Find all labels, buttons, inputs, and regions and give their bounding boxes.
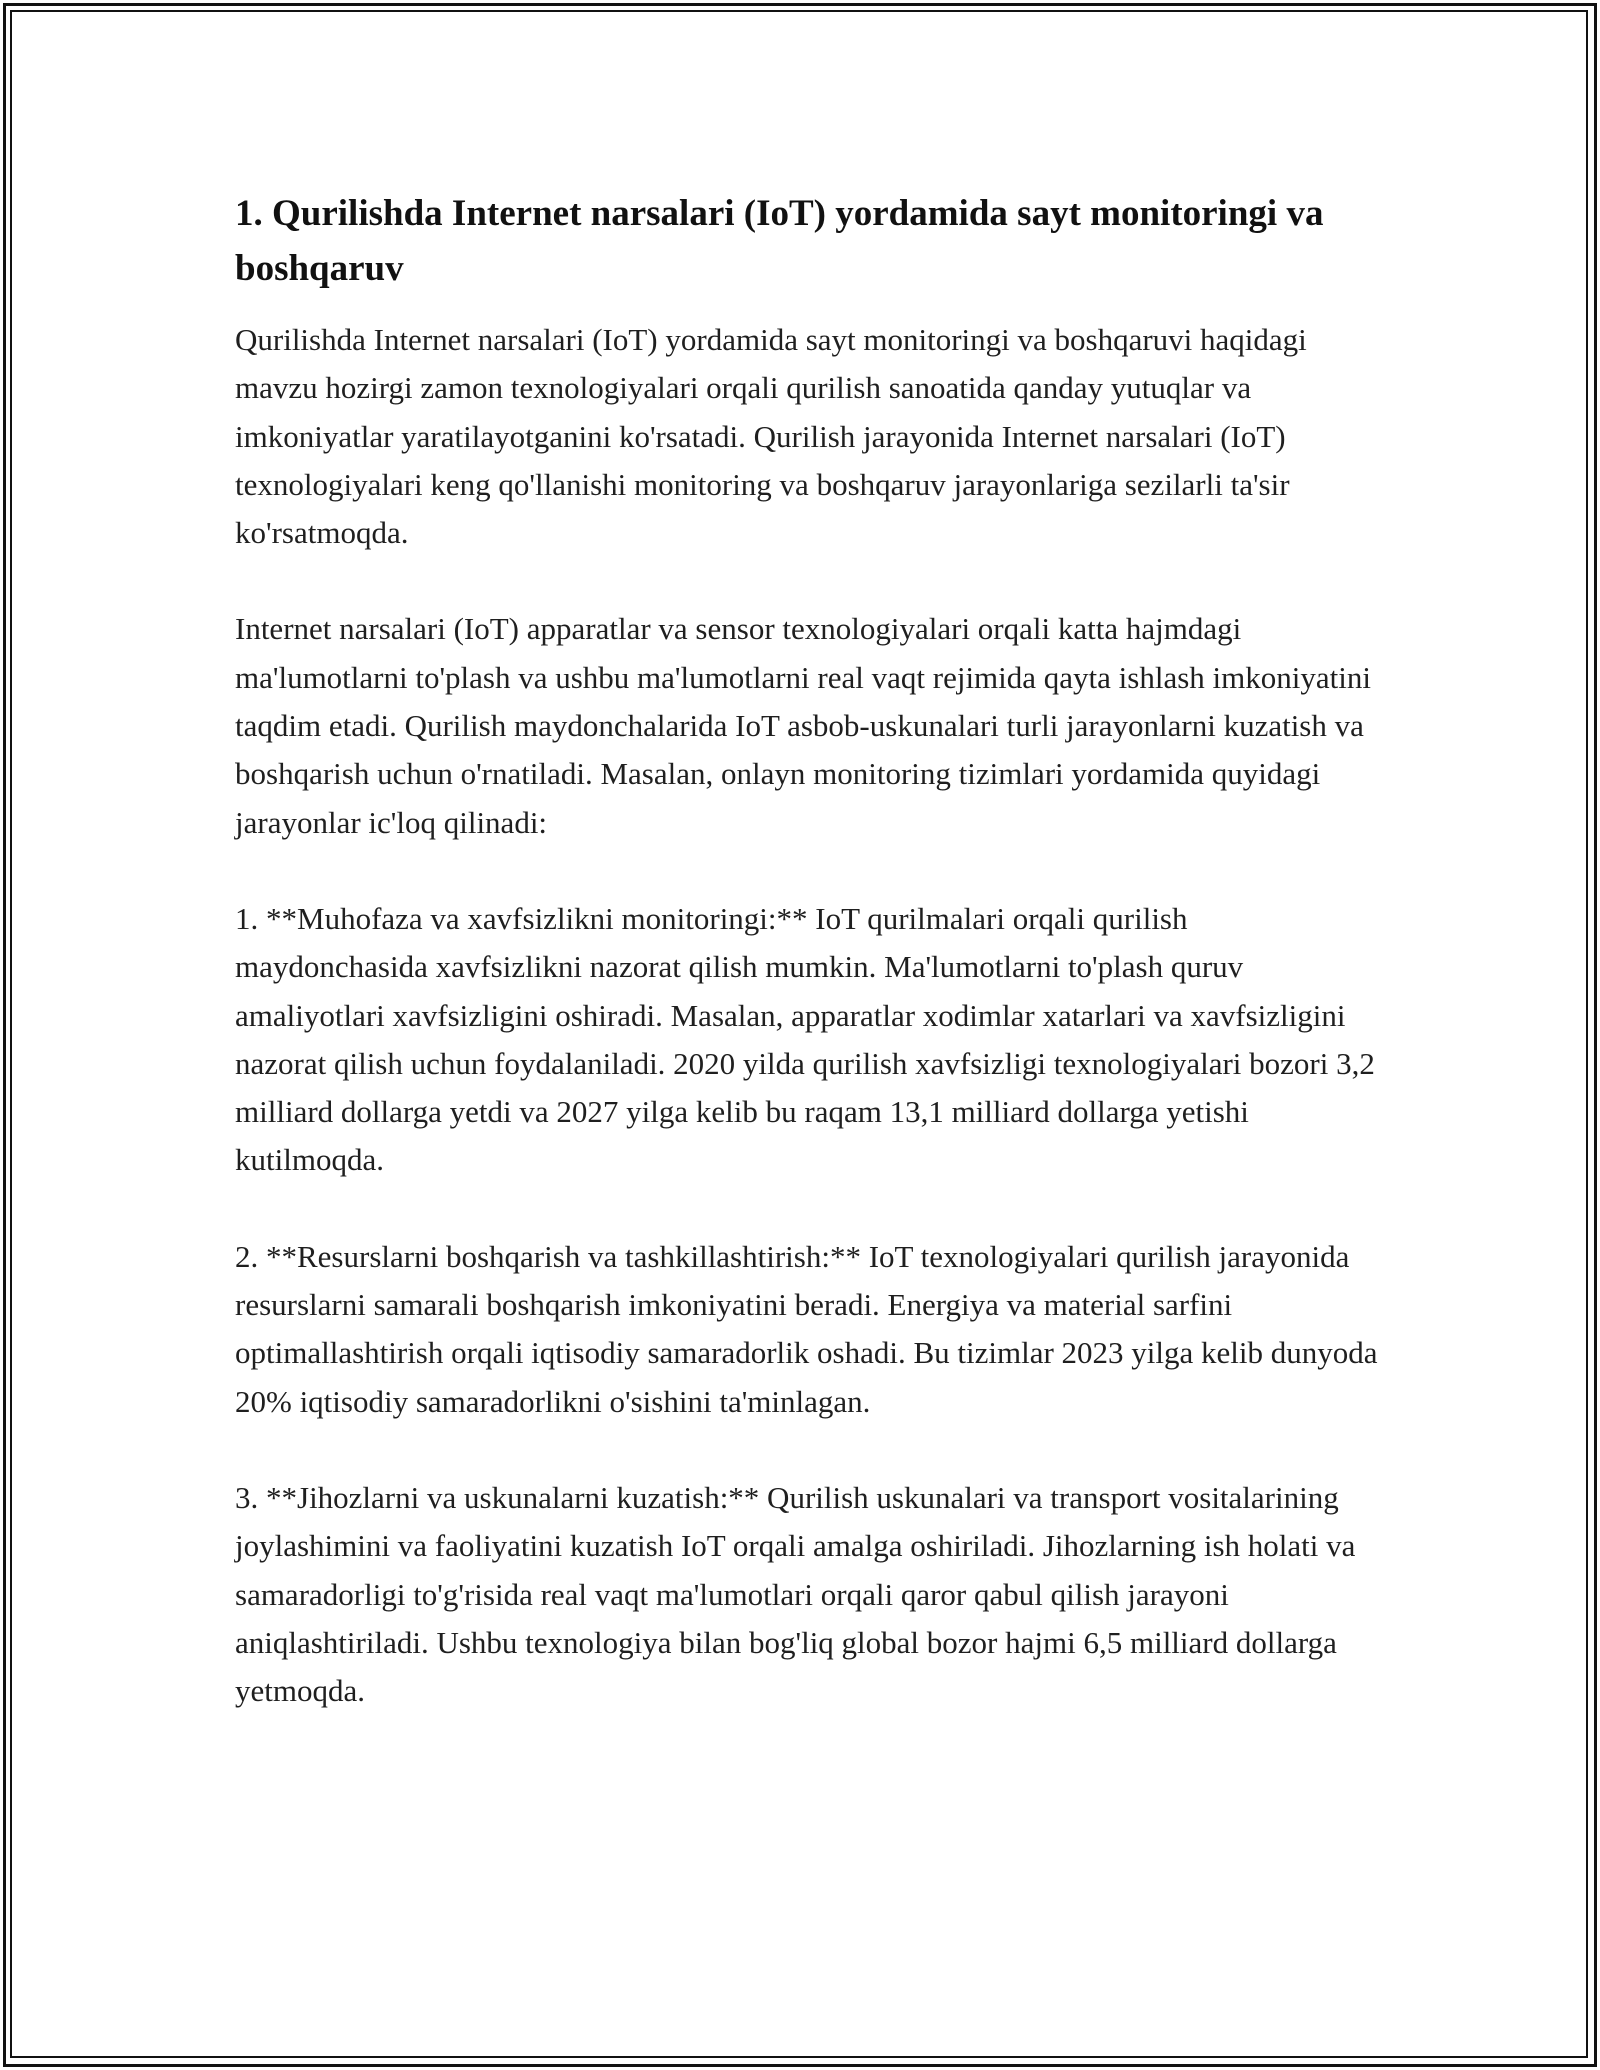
list-item-resource-management: 2. **Resurslarni boshqarish va tashkillashtirish:** IoT texnologiyalari qurilish jarayonida resurslarni samarali boshqarish imkoniyatini beradi. Energiya va material sarfini optimallashtirish orqali iqtisodiy samaradorlik oshadi. Bu tizimlar 2023 yilga kelib dunyoda 20% iqtisodiy samaradorlikni o'sishini ta'minlagan. bbox=[235, 1238, 1378, 1419]
section-heading: 1. Qurilishda Internet narsalari (IoT) yordamida sayt monitoringi va boshqaruv bbox=[235, 193, 1324, 289]
list-item-safety-monitoring: 1. **Muhofaza va xavfsizlikni monitoringi:** IoT qurilmalari orqali qurilish maydonchasida xavfsizlikni nazorat qilish mumkin. Ma'lumotlarni to'plash quruv amaliyotlari xavfsizligini oshiradi. Masalan, apparatlar xodimlar xatarlari va xavfsizligini nazorat qilish uchun foydalaniladi. 2020 yilda qurilish xavfsizligi texnologiyalari bozori 3,2 milliard dollarga yetdi va 2027 yilga kelib bu raqam 13,1 milliard dollarga yetishi kutilmoqda. bbox=[235, 900, 1375, 1178]
list-item-equipment-tracking: 3. **Jihozlarni va uskunalarni kuzatish:** Qurilish uskunalari va transport vositalarining joylashimini va faoliyatini kuzatish IoT orqali amalga oshiriladi. Jihozlarning ish holati va samaradorligi to'g'risida real vaqt ma'lumotlari orqali qaror qabul qilish jarayoni aniqlashtiriladi. Ushbu texnologiya bilan bog'liq global bozor hajmi 6,5 milliard dollarga yetmoqda. bbox=[235, 1479, 1356, 1709]
document-body bbox=[235, 186, 1385, 1715]
paragraph-iot-overview: Internet narsalari (IoT) apparatlar va sensor texnologiyalari orqali katta hajmdagi ma'lumotlarni to'plash va ushbu ma'lumotlarni real vaqt rejimida qayta ishlash imkoniyatini taqdim etadi. Qurilish maydonchalarida IoT asbob-uskunalari turli jarayonlarni kuzatish va boshqarish uchun o'rnatiladi. Masalan, onlayn monitoring tizimlari yordamida quyidagi jarayonlar ic'loq qilinadi: bbox=[235, 611, 1371, 840]
paragraph-intro: Qurilishda Internet narsalari (IoT) yordamida sayt monitoringi va boshqaruvi haqidagi mavzu hozirgi zamon texnologiyalari orqali qurilish sanoatida qanday yutuqlar va imkoniyatlar yaratilayotganini ko'rsatadi. Qurilish jarayonida Internet narsalari (IoT) texnologiyalari keng qo'llanishi monitoring va boshqaruv jarayonlariga sezilarli ta'sir ko'rsatmoqda. bbox=[235, 322, 1307, 551]
